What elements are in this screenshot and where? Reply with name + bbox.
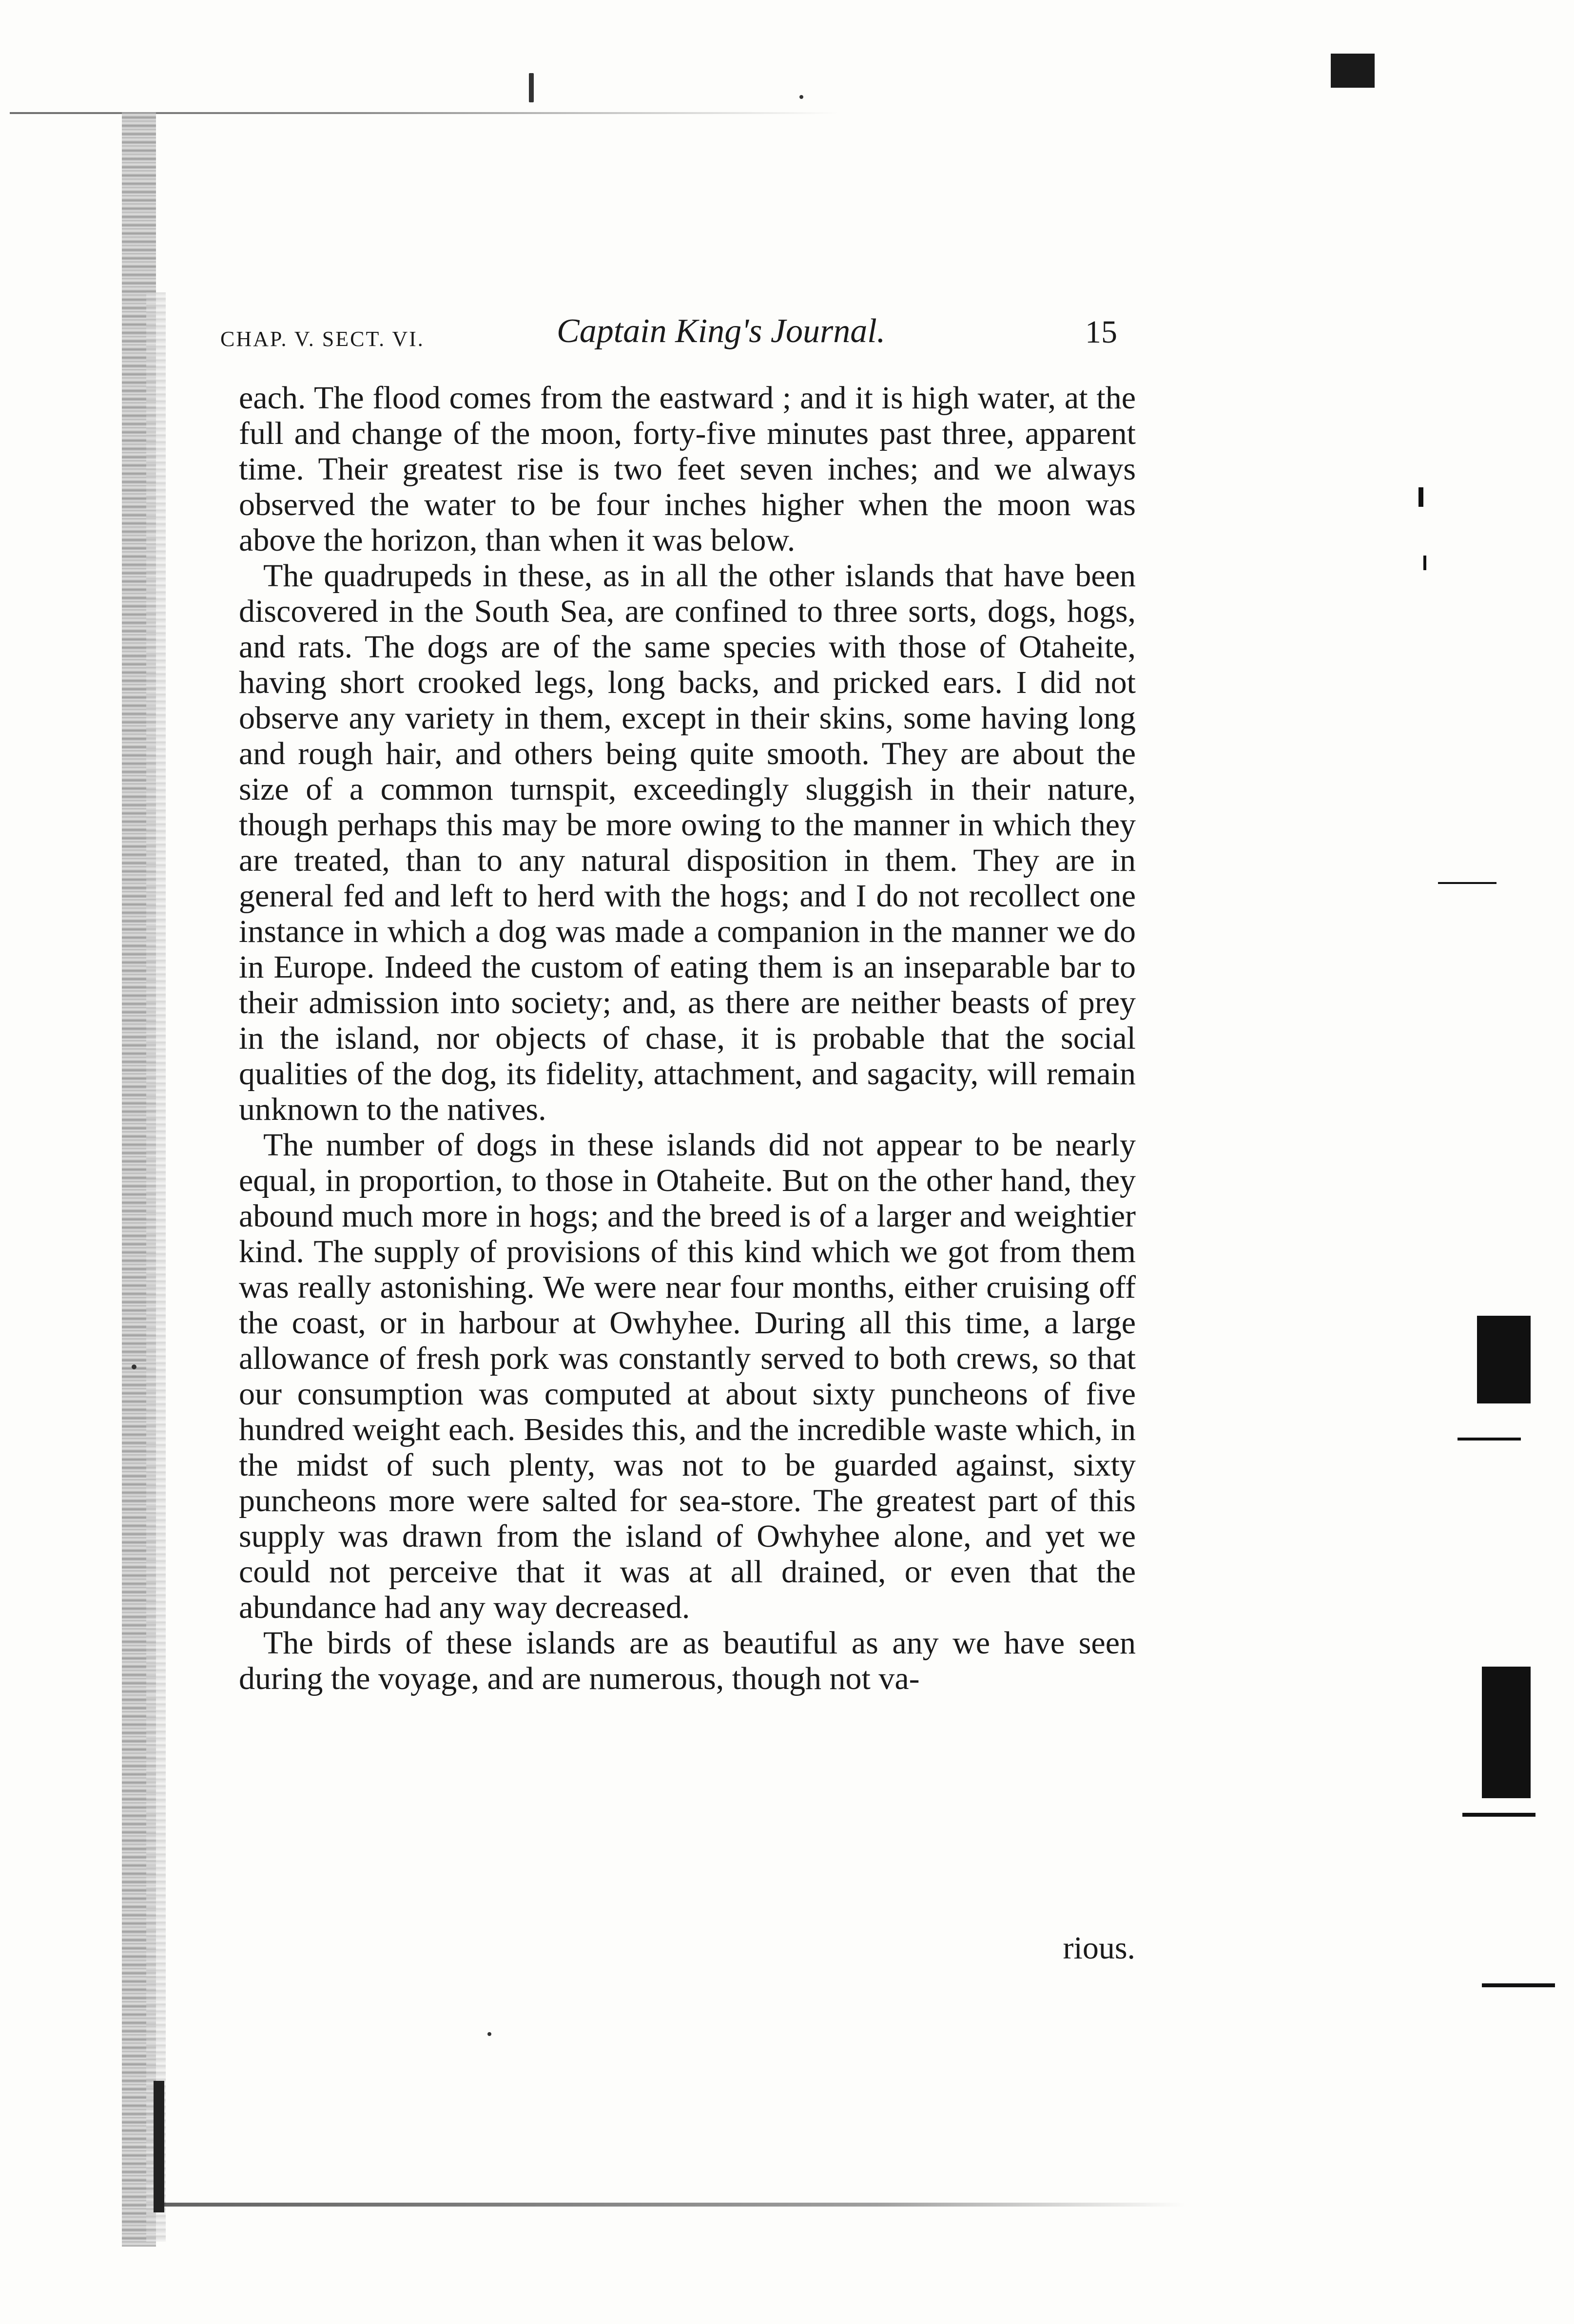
scan-corner-mark — [1331, 54, 1375, 88]
scan-speck — [132, 1364, 136, 1369]
running-title: Captain King's Journal. — [557, 312, 886, 350]
catchword: rious. — [1063, 1930, 1135, 1966]
chapter-section-label: CHAP. V. SECT. VI. — [220, 327, 425, 351]
binding-shadow — [146, 292, 166, 2242]
scan-edge-bottom — [161, 2203, 1185, 2207]
scan-mark — [1482, 1667, 1531, 1798]
scan-speck — [487, 2032, 491, 2036]
scan-mark — [1462, 1813, 1535, 1817]
scan-mark — [1457, 1438, 1521, 1440]
body-text — [239, 380, 1136, 1696]
scan-mark — [1438, 882, 1496, 884]
paragraph: The number of dogs in these islands did not appear to be nearly equal, in proportion, to those in Otaheite. But on the other hand, they abound much more in hogs; and the breed is of a larger and weightier kind. The supply of provisions of this kind which we got from them was really astonishing. We were near four months, either cruising off the coast, or in harbour at Owhyhee. During all this time, a large allowance of fresh pork was constantly served to both crews, so that our consumption was computed at about sixty puncheons of five hundred weight each. Besides this, and the incredible waste which, in the midst of such plenty, was not to be guarded against, sixty puncheons more were salted for sea-store. The greatest part of this supply was drawn from the island of Owhyhee alone, and yet we could not perceive that it was at all drained, or even that the abundance had any way decreased. — [239, 1127, 1136, 1625]
paragraph: each. The flood comes from the eastward ; and it is high water, at the full and change of the moon, forty-five minutes past three, apparent time. Their greatest rise is two feet seven inches; and we always observed the water to be four inches higher when the moon was above the horizon, than when it was below. — [239, 380, 1136, 558]
page-number: 15 — [1085, 314, 1117, 350]
running-head — [220, 312, 1137, 356]
scan-mark — [1482, 1983, 1555, 1987]
scan-speck — [799, 95, 803, 99]
paragraph: The birds of these islands are as beautiful as any we have seen during the voyage, and are numerous, though not va- — [239, 1625, 1136, 1696]
scan-mark — [1419, 487, 1423, 507]
paragraph: The quadrupeds in these, as in all the other islands that have been discovered in the South Sea, are confined to three sorts, dogs, hogs, and rats. The dogs are of the same species with those of Otaheite, having short crooked legs, long backs, and pricked ears. I did not observe any variety in them, except in their skins, some having long and rough hair, and others being quite smooth. They are about the size of a common turnspit, exceedingly sluggish in their nature, though perhaps this may be more owing to the manner in which they are treated, than to any natural disposition in them. They are in general fed and left to herd with the hogs; and I do not recollect one instance in which a dog was made a companion in the manner we do in Europe. Indeed the custom of eating them is an inseparable bar to their admission into society; and, as there are neither beasts of prey in the island, nor objects of chase, it is probable that the social qualities of the dog, its fidelity, attachment, and sagacity, will remain unknown to the natives. — [239, 558, 1136, 1127]
scan-mark — [1477, 1316, 1531, 1403]
scan-edge-corner — [154, 2081, 164, 2212]
scan-speck — [529, 73, 534, 102]
scan-mark — [1423, 556, 1426, 570]
